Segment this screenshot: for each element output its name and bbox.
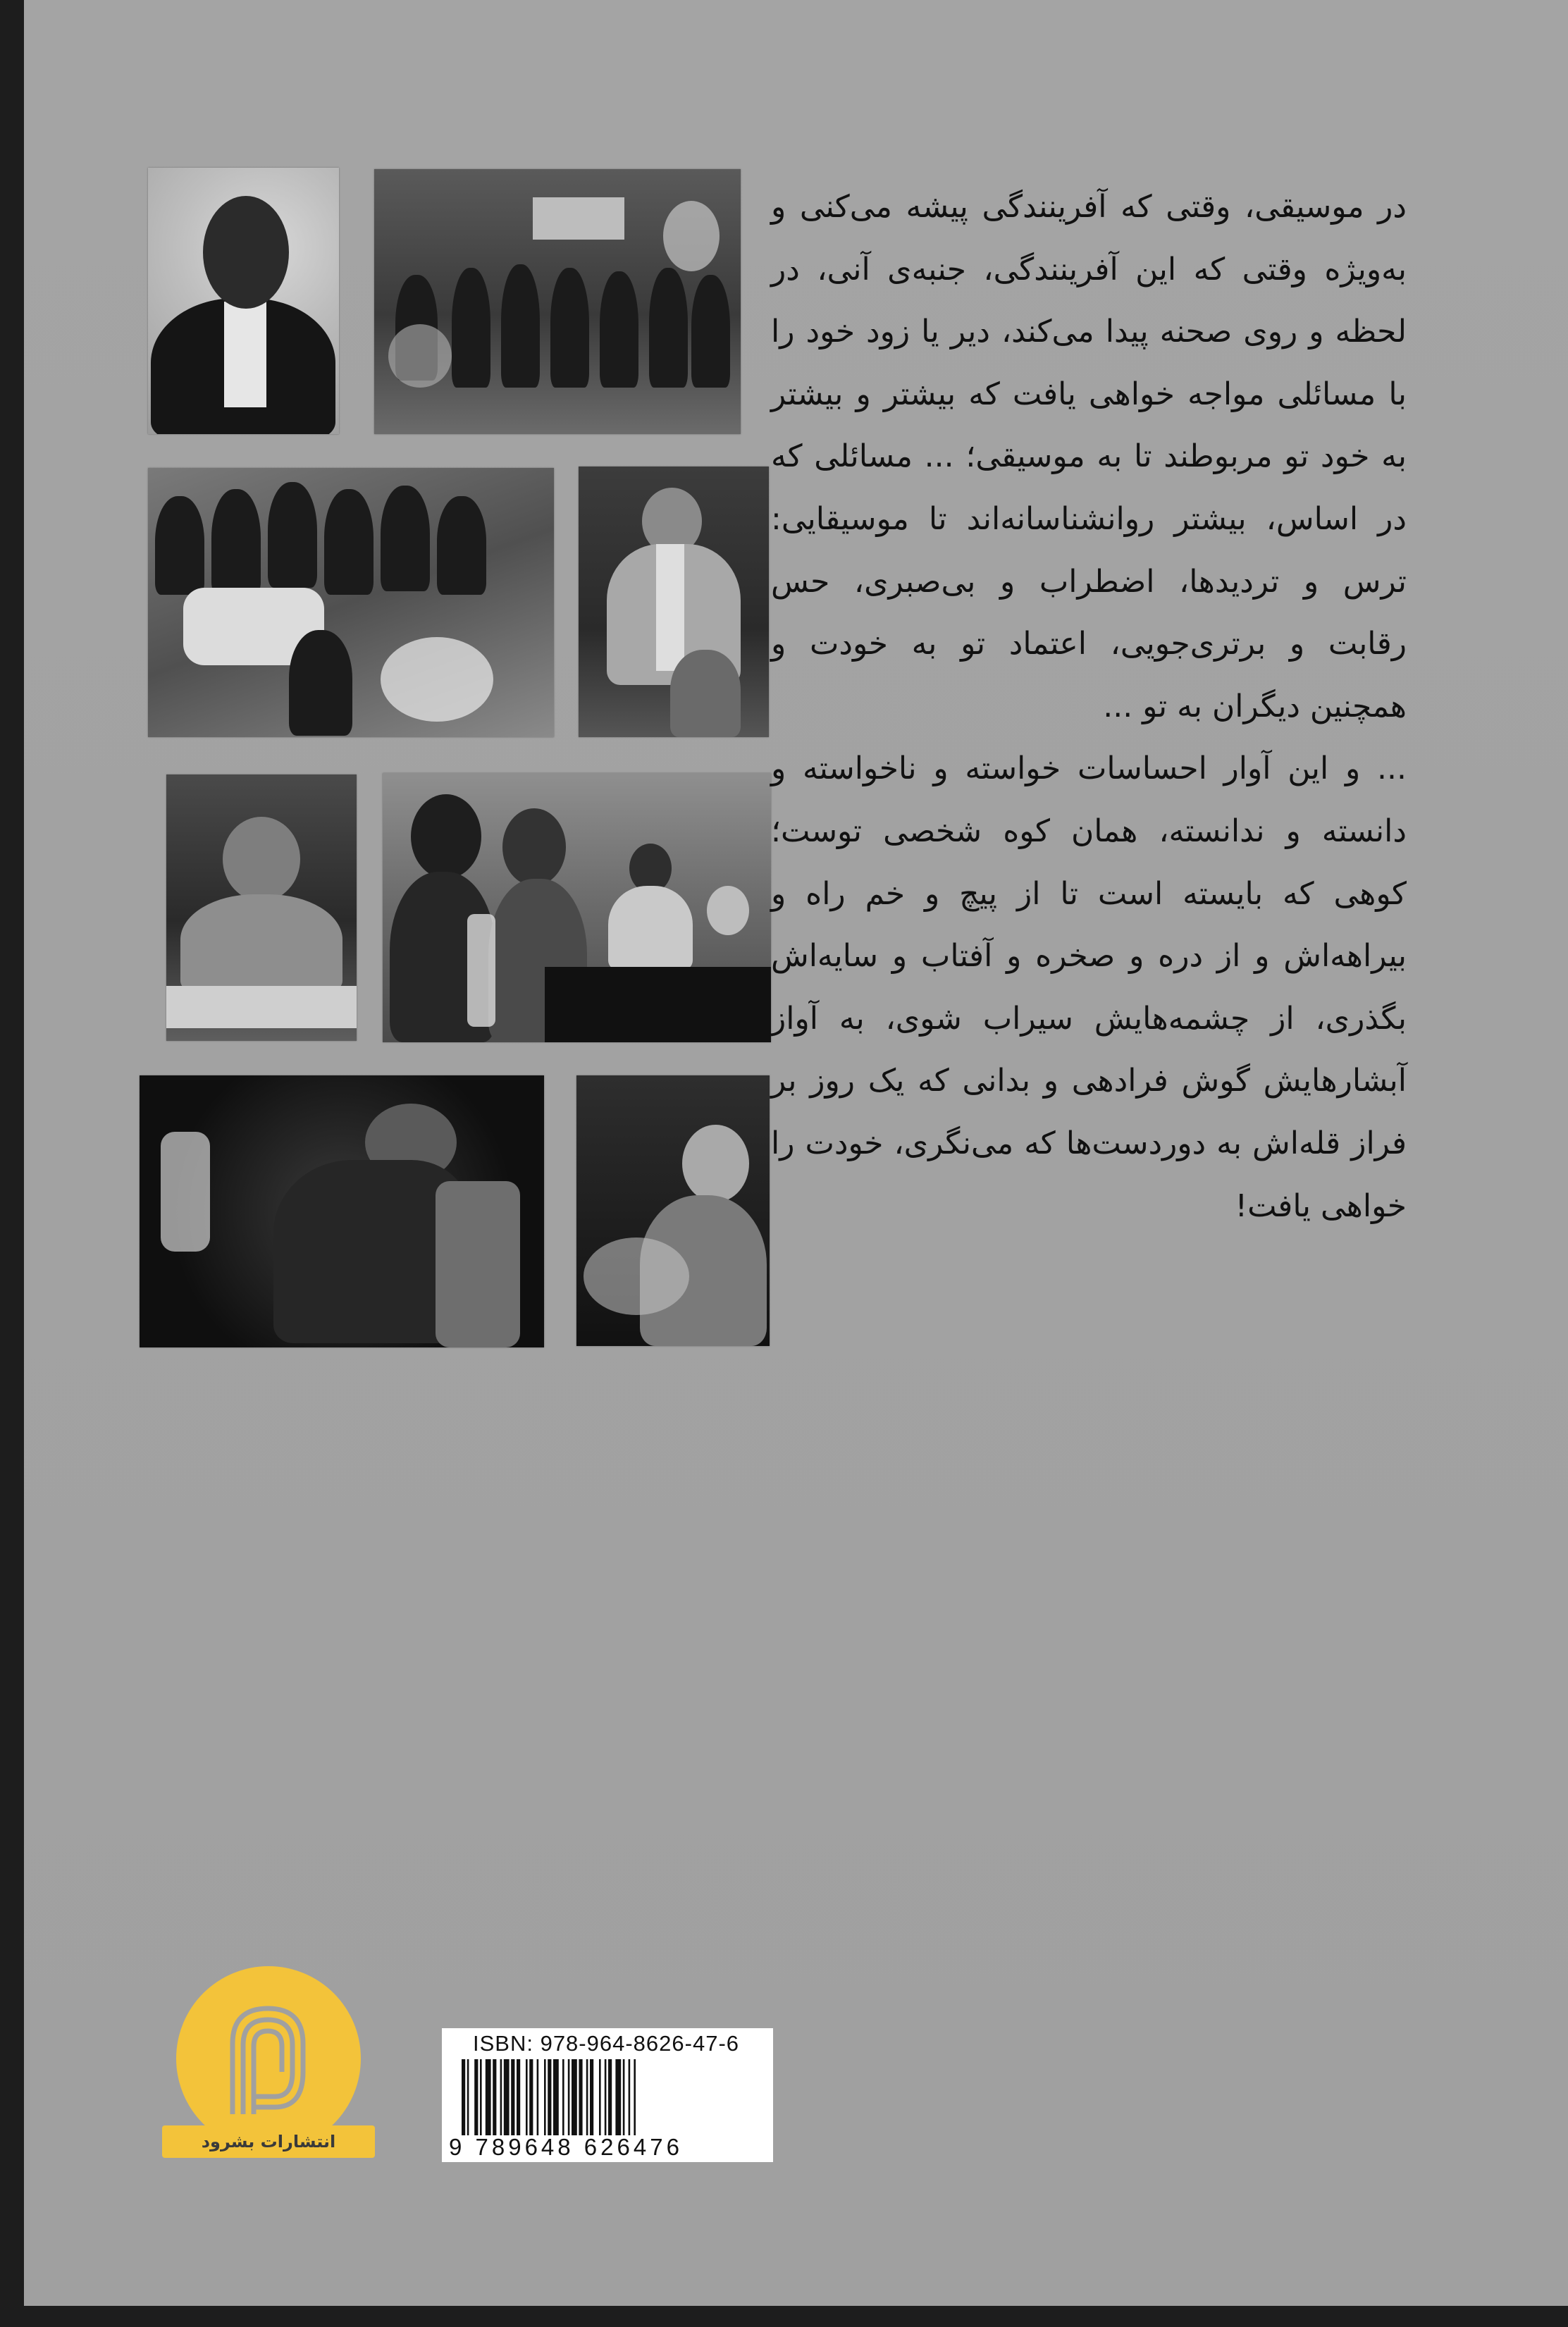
blurb-paragraph-1: در موسیقی، وقتی که آفرینندگی پیشه می‌کنی و به‌ویژه وقتی که این آفرینندگی، جنبه‌ی آنی، در لحظه و روی صحنه پیدا می‌کند، دیر یا زود خود را با مسائلی مواجه خواهی یافت که بیشتر و بیشتر به خود تو مربوطند تا به موسیقی؛ ... مسائلی که در اساس، بیشتر روانشناسانه‌اند تا موسیقایی: ترس و تردیدها، اضطراب و بی‌صبری، حس رقابت و برتری‌جویی، اعتماد تو به خودت و همچنین دیگران به تو ... bbox=[771, 189, 1407, 724]
photo-portrait-man bbox=[148, 168, 339, 434]
isbn-barcode bbox=[442, 2028, 773, 2162]
photo-trumpeter-seated bbox=[579, 467, 769, 737]
barcode-bars-icon bbox=[462, 2059, 758, 2135]
photo-trumpeter-spotlight bbox=[140, 1075, 544, 1347]
book-back-cover bbox=[24, 0, 1568, 2306]
isbn-label: ISBN: 978-964-8626-47-6 bbox=[473, 2031, 740, 2056]
photo-jazz-band bbox=[374, 169, 741, 434]
back-cover-blurb bbox=[771, 176, 1407, 1237]
blurb-paragraph-2: ... و این آوار احساسات خواسته و ناخواسته و دانسته و ندانسته، همان کوه شخصی توست؛ کوهی که بایسته است تا از پیچ و خم راه و بیراهه‌اش و از دره و صخره و آفتاب و سایه‌اش بگذری، از چشمه‌هایش سیراب شوی، به آواز آبشارهایش گوش فرادهی و بدانی که یک روز بر فراز قله‌اش به دوردست‌ها که می‌نگری، خودت را خواهی یافت! bbox=[771, 751, 1407, 1224]
photo-big-band bbox=[148, 468, 554, 737]
photo-studio-session bbox=[383, 773, 771, 1042]
publisher-name: انتشارات بشرود bbox=[162, 2125, 375, 2158]
photo-pianist-hat bbox=[166, 774, 357, 1041]
logo-circle bbox=[176, 1966, 361, 2151]
publisher-logo bbox=[162, 1966, 375, 2161]
photo-pianist-glasses bbox=[576, 1075, 770, 1346]
barcode-digits: 9 789648 626476 bbox=[449, 2134, 683, 2160]
logo-mark-icon bbox=[176, 1966, 361, 2151]
